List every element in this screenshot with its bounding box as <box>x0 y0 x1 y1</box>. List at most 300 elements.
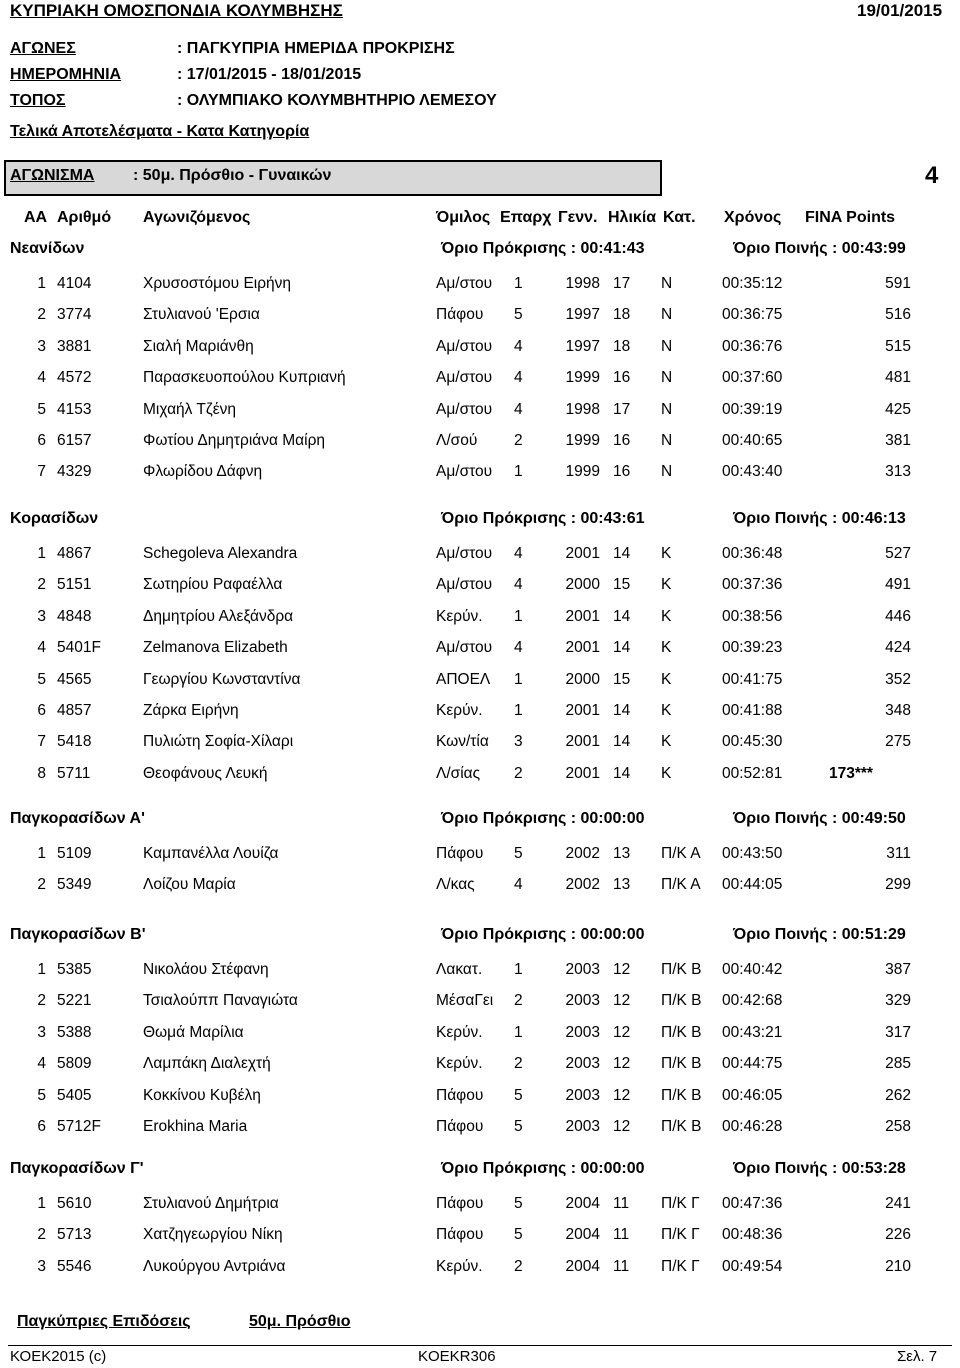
cell-pts: 262 <box>885 1086 911 1104</box>
col-age: Ηλικία <box>608 209 657 226</box>
category-header <box>0 926 960 948</box>
cell-time: 00:35:12 <box>722 275 783 292</box>
cell-pts: 425 <box>885 400 911 418</box>
cell-club: Κερύν. <box>436 1023 483 1041</box>
cell-club: Κερύν. <box>436 702 483 719</box>
cell-club: Πάφου <box>436 1226 484 1244</box>
cell-age: 12 <box>613 1023 631 1041</box>
cell-name: Zelmanova Elizabeth <box>143 639 288 657</box>
cell-time: 00:41:75 <box>722 670 783 688</box>
category-header <box>0 240 960 262</box>
result-row <box>0 401 960 421</box>
cell-reg: 4 <box>514 876 523 894</box>
cell-time: 00:37:36 <box>722 576 783 594</box>
cell-cat: Ν <box>661 463 673 481</box>
cell-pts: 515 <box>885 337 911 355</box>
cell-year: 1998 <box>565 275 600 292</box>
cell-rank: 2 <box>37 992 46 1010</box>
cell-reg: 1 <box>514 702 523 719</box>
cell-num: 5711 <box>57 764 91 782</box>
cell-time: 00:36:76 <box>722 337 783 355</box>
venue-label: ΤΟΠΟΣ <box>10 92 66 109</box>
cell-cat: Ν <box>661 337 673 355</box>
cell-year: 2001 <box>565 733 600 751</box>
cell-reg: 1 <box>514 670 523 688</box>
cell-name: Schegoleva Alexandra <box>143 545 298 562</box>
cell-club: Κερύν. <box>436 607 483 625</box>
cell-pts: 299 <box>885 876 911 894</box>
cell-year: 2002 <box>565 876 600 894</box>
cell-rank: 2 <box>37 576 46 594</box>
cell-club: Αμ/στου <box>436 463 493 481</box>
cell-name: Σιαλή Μαριάνθη <box>143 337 254 355</box>
cell-club: Αμ/στου <box>436 337 493 355</box>
cell-year: 2000 <box>565 576 600 594</box>
cell-rank: 3 <box>37 337 46 355</box>
cell-cat: Π/Κ Α <box>661 876 701 894</box>
result-row <box>0 1226 960 1246</box>
cell-num: 5546 <box>57 1257 92 1275</box>
cell-year: 2001 <box>565 764 600 782</box>
cell-name: Χρυσοστόμου Ειρήνη <box>143 275 292 292</box>
result-row <box>0 306 960 326</box>
cell-name: Στυλιανού 'Ερσια <box>143 306 260 324</box>
cell-reg: 1 <box>514 607 523 625</box>
cell-reg: 5 <box>514 1086 523 1104</box>
cell-age: 14 <box>613 545 631 562</box>
penalty-limit: Όριο Ποινής : 00:43:99 <box>733 240 906 257</box>
cell-name: Λοίζου Μαρία <box>143 876 236 894</box>
category-header <box>0 510 960 532</box>
cell-reg: 5 <box>514 845 523 862</box>
result-row <box>0 338 960 358</box>
cell-rank: 8 <box>37 764 46 782</box>
cell-rank: 3 <box>37 607 46 625</box>
col-club: Όμιλος <box>436 209 491 226</box>
cell-age: 14 <box>613 639 631 657</box>
cell-reg: 5 <box>514 306 523 324</box>
cell-year: 2003 <box>565 1118 600 1135</box>
cell-num: 5221 <box>57 992 92 1010</box>
cell-cat: Π/Κ Γ <box>661 1257 700 1275</box>
cell-club: Πάφου <box>436 1086 484 1104</box>
category-title: Παγκορασίδων Γ' <box>10 1160 144 1177</box>
cell-club: Αμ/στου <box>436 369 493 387</box>
cell-rank: 1 <box>37 275 46 292</box>
cell-cat: Κ <box>661 670 672 688</box>
cell-pts: 387 <box>885 961 911 978</box>
cell-age: 14 <box>613 607 631 625</box>
cell-name: Τσιαλούππ Παναγιώτα <box>143 992 298 1010</box>
qualifying-limit: Όριο Πρόκρισης : 00:43:61 <box>441 510 645 527</box>
cell-time: 00:39:19 <box>722 400 783 418</box>
cell-year: 2000 <box>565 670 600 688</box>
cell-age: 13 <box>613 876 631 894</box>
cell-club: Αμ/στου <box>436 545 493 562</box>
cell-cat: Κ <box>661 702 672 719</box>
cell-name: Πυλιώτη Σοφία-Χίλαρι <box>143 733 294 751</box>
cell-cat: Κ <box>661 764 672 782</box>
cell-num: 5610 <box>57 1195 92 1212</box>
cell-rank: 7 <box>37 463 46 481</box>
cell-age: 18 <box>613 306 631 324</box>
cell-cat: Π/Κ Β <box>661 1086 702 1104</box>
cell-num: 4104 <box>57 275 92 292</box>
cell-year: 1997 <box>565 337 600 355</box>
cell-club: Πάφου <box>436 1118 484 1135</box>
cell-rank: 3 <box>37 1023 46 1041</box>
result-row <box>0 1087 960 1107</box>
cell-club: Λ/κας <box>436 876 475 894</box>
cell-reg: 2 <box>514 1257 523 1275</box>
cell-num: 4848 <box>57 607 92 625</box>
cell-cat: Π/Κ Β <box>661 992 702 1010</box>
penalty-limit: Όριο Ποινής : 00:53:28 <box>733 1160 906 1177</box>
cell-cat: Ν <box>661 400 673 418</box>
cell-time: 00:52:81 <box>722 764 783 782</box>
cell-name: Φωτίου Δημητριάνα Μαίρη <box>143 432 326 449</box>
meet-value: : ΠΑΓΚΥΠΡΙΑ ΗΜΕΡΙΔΑ ΠΡΟΚΡΙΣΗΣ <box>177 40 455 57</box>
cell-num: 5388 <box>57 1023 92 1041</box>
cell-num: 4572 <box>57 369 92 387</box>
cell-year: 2001 <box>565 639 600 657</box>
result-row <box>0 992 960 1012</box>
cell-age: 12 <box>613 961 631 978</box>
cell-pts: 275 <box>885 733 911 751</box>
cell-age: 14 <box>613 702 631 719</box>
cell-age: 12 <box>613 1086 631 1104</box>
cell-cat: Κ <box>661 545 672 562</box>
cell-pts: 241 <box>885 1195 911 1212</box>
cell-cat: Ν <box>661 432 673 449</box>
cell-name: Παρασκευοπούλου Κυπριανή <box>143 369 346 387</box>
cell-year: 2004 <box>565 1257 600 1275</box>
cell-pts: 329 <box>885 992 911 1010</box>
cell-time: 00:48:36 <box>722 1226 783 1244</box>
cell-age: 16 <box>613 369 631 387</box>
cell-num: 4153 <box>57 400 92 418</box>
cell-age: 15 <box>613 670 631 688</box>
cell-age: 16 <box>613 432 631 449</box>
col-number: Αριθμό <box>57 209 112 226</box>
cell-club: Αμ/στου <box>436 576 493 594</box>
cell-pts: 446 <box>885 607 911 625</box>
cell-pts: 348 <box>885 702 911 719</box>
cell-name: Ζάρκα Ειρήνη <box>143 702 239 719</box>
cell-time: 00:37:60 <box>722 369 783 387</box>
cell-cat: Κ <box>661 639 672 657</box>
cell-time: 00:49:54 <box>722 1257 783 1275</box>
cell-year: 2004 <box>565 1195 600 1212</box>
cell-name: Φλωρίδου Δάφνη <box>143 463 263 481</box>
footer-divider <box>8 1345 952 1346</box>
cell-time: 00:46:05 <box>722 1086 783 1104</box>
federation-title: ΚΥΠΡΙΑΚΗ ΟΜΟΣΠΟΝΔΙΑ ΚΟΛΥΜΒΗΣΗΣ <box>10 1 343 20</box>
cell-pts: 311 <box>886 845 911 862</box>
cell-cat: Κ <box>661 733 672 751</box>
penalty-limit: Όριο Ποινής : 00:46:13 <box>733 510 906 527</box>
cell-reg: 5 <box>514 1226 523 1244</box>
cell-time: 00:44:75 <box>722 1055 783 1073</box>
result-row <box>0 369 960 389</box>
cell-name: Γεωργίου Κωνσταντίνα <box>143 670 301 688</box>
cell-name: Σωτηρίου Ραφαέλλα <box>143 576 283 594</box>
result-row <box>0 876 960 896</box>
cell-age: 11 <box>613 1195 630 1212</box>
result-row <box>0 702 960 722</box>
cell-cat: Ν <box>661 369 673 387</box>
cell-club: Αμ/στου <box>436 400 493 418</box>
cell-name: Κοκκίνου Κυβέλη <box>143 1086 261 1104</box>
cell-name: Χατζηγεωργίου Νίκη <box>143 1226 283 1244</box>
result-row <box>0 845 960 865</box>
cell-year: 1998 <box>565 400 600 418</box>
event-box <box>4 160 662 196</box>
cell-reg: 4 <box>514 337 523 355</box>
cell-cat: Π/Κ Α <box>661 845 701 862</box>
cell-age: 17 <box>613 400 631 418</box>
cell-rank: 2 <box>37 876 46 894</box>
cell-age: 14 <box>613 733 631 751</box>
cell-year: 1997 <box>565 306 600 324</box>
col-region: Επαρχ <box>500 209 552 226</box>
cell-reg: 4 <box>514 545 523 562</box>
cell-pts: 591 <box>885 275 911 292</box>
cell-time: 00:47:36 <box>722 1195 783 1212</box>
cell-num: 4329 <box>57 463 92 481</box>
cell-age: 12 <box>613 1118 631 1135</box>
cell-age: 11 <box>613 1257 630 1275</box>
records-label: Παγκύπριες Επιδόσεις <box>17 1313 191 1330</box>
cell-club: Αμ/στου <box>436 639 493 657</box>
cell-pts: 491 <box>885 576 911 594</box>
cell-name: Στυλιανού Δημήτρια <box>143 1195 279 1212</box>
result-row <box>0 671 960 691</box>
cell-year: 2001 <box>565 607 600 625</box>
cell-cat: Π/Κ Β <box>661 961 702 978</box>
cell-age: 15 <box>613 576 631 594</box>
cell-cat: Κ <box>661 576 672 594</box>
penalty-limit: Όριο Ποινής : 00:49:50 <box>733 810 906 827</box>
cell-name: Θεοφάνους Λευκή <box>143 764 268 782</box>
qualifying-limit: Όριο Πρόκρισης : 00:00:00 <box>441 926 645 943</box>
cell-year: 2001 <box>565 545 600 562</box>
qualifying-limit: Όριο Πρόκρισης : 00:41:43 <box>441 240 645 257</box>
meet-label: ΑΓΩΝΕΣ <box>10 40 76 57</box>
result-row <box>0 1195 960 1215</box>
cell-year: 2001 <box>565 702 600 719</box>
cell-cat: Ν <box>661 306 673 324</box>
cell-year: 2003 <box>565 1086 600 1104</box>
result-row <box>0 432 960 452</box>
cell-year: 1999 <box>565 432 600 449</box>
category-title: Κορασίδων <box>10 510 99 527</box>
result-row <box>0 1024 960 1044</box>
cell-year: 2003 <box>565 992 600 1010</box>
cell-club: ΑΠΟΕΛ <box>436 670 491 688</box>
cell-time: 00:40:42 <box>722 961 783 978</box>
cell-club: Αμ/στου <box>436 275 493 292</box>
cell-rank: 2 <box>37 306 46 324</box>
cell-rank: 3 <box>37 1257 46 1275</box>
cell-age: 16 <box>613 463 631 481</box>
cell-reg: 2 <box>514 432 523 449</box>
cell-cat: Π/Κ Β <box>661 1055 702 1073</box>
cell-num: 4867 <box>57 545 92 562</box>
category-header <box>0 810 960 832</box>
cell-year: 2003 <box>565 961 600 978</box>
col-year: Γενν. <box>558 209 598 226</box>
cell-pts: 516 <box>885 306 911 324</box>
cell-reg: 2 <box>514 992 523 1010</box>
cell-time: 00:42:68 <box>722 992 783 1010</box>
cell-reg: 4 <box>514 369 523 387</box>
cell-name: Καμπανέλλα Λουίζα <box>143 845 279 862</box>
cell-time: 00:36:48 <box>722 545 783 562</box>
cell-reg: 4 <box>514 400 523 418</box>
result-row <box>0 639 960 659</box>
venue-value: : ΟΛΥΜΠΙΑΚΟ ΚΟΛΥΜΒΗΤΗΡΙΟ ΛΕΜΕΣΟΥ <box>177 92 497 109</box>
col-rank: ΑΑ <box>24 209 48 226</box>
footer-copyright: ΚΟΕΚ2015 (c) <box>10 1348 107 1365</box>
cell-year: 1999 <box>565 463 600 481</box>
cell-club: Πάφου <box>436 306 484 324</box>
cell-club: Κερύν. <box>436 1055 483 1073</box>
col-points: FINA Points <box>805 209 896 226</box>
cell-num: 4857 <box>57 702 92 719</box>
cell-num: 3774 <box>57 306 92 324</box>
cell-name: Δημητρίου Αλεξάνδρα <box>143 607 294 625</box>
cell-time: 00:43:50 <box>722 845 783 862</box>
cell-rank: 5 <box>37 400 46 418</box>
cell-year: 2003 <box>565 1055 600 1073</box>
cell-rank: 2 <box>37 1226 46 1244</box>
cell-pts: 352 <box>885 670 911 688</box>
cell-time: 00:46:28 <box>722 1118 783 1135</box>
cell-num: 5712F <box>57 1118 101 1135</box>
result-row <box>0 608 960 628</box>
cell-reg: 2 <box>514 1055 523 1073</box>
cell-pts: 424 <box>885 639 911 657</box>
col-time: Χρόνος <box>724 209 782 226</box>
col-name: Αγωνιζόμενος <box>143 209 251 226</box>
cell-rank: 6 <box>37 432 46 449</box>
cell-pts: 317 <box>885 1023 911 1041</box>
cell-num: 5401F <box>57 639 101 657</box>
cell-num: 3881 <box>57 337 92 355</box>
cell-num: 5405 <box>57 1086 92 1104</box>
cell-rank: 5 <box>37 1086 46 1104</box>
cell-name: Erokhina Maria <box>143 1118 248 1135</box>
cell-rank: 7 <box>37 733 46 751</box>
cell-club: Κων/τία <box>436 733 489 751</box>
cell-reg: 5 <box>514 1118 523 1135</box>
date-value: : 17/01/2015 - 18/01/2015 <box>177 66 362 83</box>
cell-year: 2004 <box>565 1226 600 1244</box>
results-subtitle: Τελικά Αποτελέσματα - Κατα Κατηγορία <box>10 123 310 140</box>
cell-rank: 6 <box>37 1118 46 1135</box>
qualifying-limit: Όριο Πρόκρισης : 00:00:00 <box>441 810 645 827</box>
cell-num: 5151 <box>57 576 92 594</box>
footer-page: Σελ. 7 <box>897 1348 938 1365</box>
cell-reg: 1 <box>514 463 523 481</box>
cell-pts: 527 <box>885 545 911 562</box>
category-title: Παγκορασίδων Α' <box>10 810 145 827</box>
cell-time: 00:36:75 <box>722 306 783 324</box>
cell-cat: Ν <box>661 275 673 292</box>
cell-rank: 1 <box>37 1195 46 1212</box>
cell-age: 17 <box>613 275 631 292</box>
result-row <box>0 463 960 483</box>
event-number: 4 <box>925 162 939 189</box>
cell-pts: 381 <box>885 432 911 449</box>
cell-pts: 258 <box>885 1118 911 1135</box>
result-row <box>0 961 960 981</box>
cell-reg: 1 <box>514 961 523 978</box>
cell-time: 00:43:40 <box>722 463 783 481</box>
cell-rank: 1 <box>37 961 46 978</box>
cell-num: 5713 <box>57 1226 92 1244</box>
cell-name: Μιχαήλ Τζένη <box>143 400 237 418</box>
cell-pts: 313 <box>885 463 911 481</box>
cell-rank: 4 <box>37 639 46 657</box>
cell-club: Κερύν. <box>436 1257 483 1275</box>
qualifying-limit: Όριο Πρόκρισης : 00:00:00 <box>441 1160 645 1177</box>
cell-num: 5109 <box>57 845 92 862</box>
cell-pts: 226 <box>885 1226 911 1244</box>
cell-year: 2002 <box>565 845 600 862</box>
cell-name: Θωμά Μαρίλια <box>143 1023 244 1041</box>
cell-reg: 3 <box>514 733 523 751</box>
penalty-limit: Όριο Ποινής : 00:51:29 <box>733 926 906 943</box>
cell-rank: 4 <box>37 369 46 387</box>
result-row <box>0 733 960 753</box>
result-row <box>0 275 960 295</box>
cell-reg: 1 <box>514 275 523 292</box>
footer-report-code: KOEKR306 <box>418 1348 496 1365</box>
cell-age: 12 <box>613 1055 631 1073</box>
category-header <box>0 1160 960 1182</box>
cell-club: ΜέσαΓει <box>436 992 494 1010</box>
cell-age: 14 <box>613 764 631 782</box>
cell-time: 00:38:56 <box>722 607 783 625</box>
cell-club: Πάφου <box>436 845 484 862</box>
cell-num: 4565 <box>57 670 92 688</box>
category-title: Νεανίδων <box>10 240 85 257</box>
event-value: : 50μ. Πρόσθιο - Γυναικών <box>133 167 332 184</box>
cell-reg: 1 <box>514 1023 523 1041</box>
result-row <box>0 1055 960 1075</box>
cell-reg: 2 <box>514 764 523 782</box>
cell-pts: 173*** <box>829 764 873 782</box>
cell-age: 12 <box>613 992 631 1010</box>
cell-num: 5349 <box>57 876 92 894</box>
cell-pts: 481 <box>885 369 911 387</box>
cell-age: 18 <box>613 337 631 355</box>
cell-club: Λ/σού <box>436 432 478 449</box>
category-title: Παγκορασίδων Β' <box>10 926 146 943</box>
result-row <box>0 1258 960 1278</box>
cell-time: 00:45:30 <box>722 733 783 751</box>
cell-reg: 5 <box>514 1195 523 1212</box>
cell-cat: Π/Κ Β <box>661 1118 702 1135</box>
cell-cat: Π/Κ Γ <box>661 1226 700 1244</box>
cell-time: 00:39:23 <box>722 639 783 657</box>
cell-rank: 1 <box>37 845 46 862</box>
print-date: 19/01/2015 <box>857 1 943 20</box>
cell-rank: 6 <box>37 702 46 719</box>
cell-time: 00:41:88 <box>722 702 783 719</box>
